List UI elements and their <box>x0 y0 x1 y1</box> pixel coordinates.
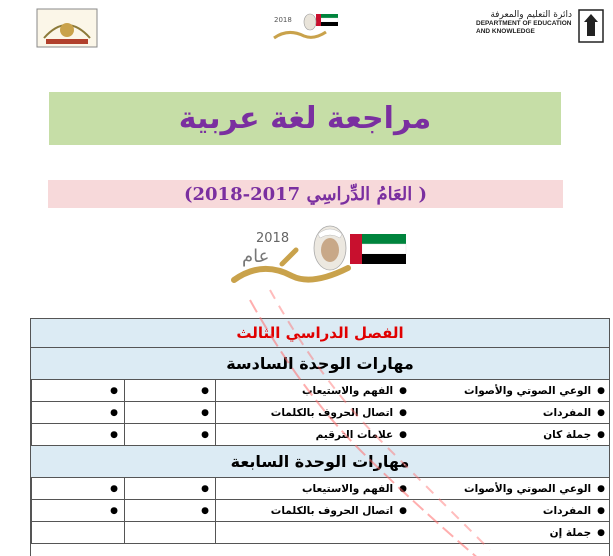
table-cell: ● المفردات <box>542 504 605 517</box>
table-cell <box>124 522 215 543</box>
table-cell: ● الفهم والاستيعاب <box>215 380 413 401</box>
year-of-zayed-logo <box>222 220 414 290</box>
falcon-emblem-icon <box>576 8 606 44</box>
department-logo <box>468 8 608 46</box>
table-cell: ● جملة كان <box>543 428 605 441</box>
table-row <box>31 424 609 446</box>
table-row <box>31 478 609 500</box>
table-cell: ● الوعي الصوتي والأصوات <box>464 384 605 397</box>
table-row <box>31 522 609 544</box>
logo-year-number: 2018 <box>256 231 290 246</box>
table-cell: ● <box>124 380 215 401</box>
unit-6-title: مهارات الوحدة السادسة <box>226 354 414 373</box>
unit-7-heading <box>31 446 609 478</box>
table-cell: ● علامات الترقيم <box>215 424 413 445</box>
table-cell: ● <box>31 380 124 401</box>
ministry-english-1: DEPARTMENT OF EDUCATION <box>476 20 572 27</box>
table-cell: ● <box>31 402 124 423</box>
academic-year: ( العَامُ الدِّراسِي 2017-2018) <box>183 183 428 205</box>
table-cell <box>31 522 124 543</box>
table-cell: ● <box>124 402 215 423</box>
year-of-zayed-small-logo <box>270 10 342 44</box>
table-cell: ● جملة إن <box>549 526 605 539</box>
ministry-english-2: AND KNOWLEDGE <box>476 28 535 35</box>
table-cell: ● <box>124 424 215 445</box>
logo-year-word: عام <box>242 246 270 267</box>
table-cell: ● <box>124 478 215 499</box>
table-cell: ● <box>31 478 124 499</box>
school-logo <box>36 8 98 48</box>
table-cell: ● <box>124 500 215 521</box>
unit-6-heading <box>31 348 609 380</box>
ministry-arabic: دائرة التعليم والمعرفة <box>490 10 572 20</box>
table-cell: ● اتصال الحروف بالكلمات <box>215 500 413 521</box>
academic-year-banner <box>48 180 563 208</box>
table-cell: ● المفردات <box>542 406 605 419</box>
table-cell: ● الوعي الصوتي والأصوات <box>464 482 605 495</box>
term-title: الفصل الدراسي الثالث <box>236 324 404 342</box>
table-cell: ● اتصال الحروف بالكلمات <box>215 402 413 423</box>
table-row <box>31 380 609 402</box>
table-cell: ● الفهم والاستيعاب <box>215 478 413 499</box>
term-heading <box>31 319 609 348</box>
skills-table <box>30 318 610 556</box>
table-row <box>31 402 609 424</box>
small-logo-year: 2018 <box>274 16 292 24</box>
table-cell: ● <box>31 500 124 521</box>
table-cell: ● <box>31 424 124 445</box>
table-cell <box>215 522 413 543</box>
title-banner <box>49 92 561 145</box>
table-row <box>31 500 609 522</box>
unit-7-title: مهارات الوحدة السابعة <box>230 452 410 471</box>
page-title: مراجعة لغة عربية <box>178 101 432 136</box>
